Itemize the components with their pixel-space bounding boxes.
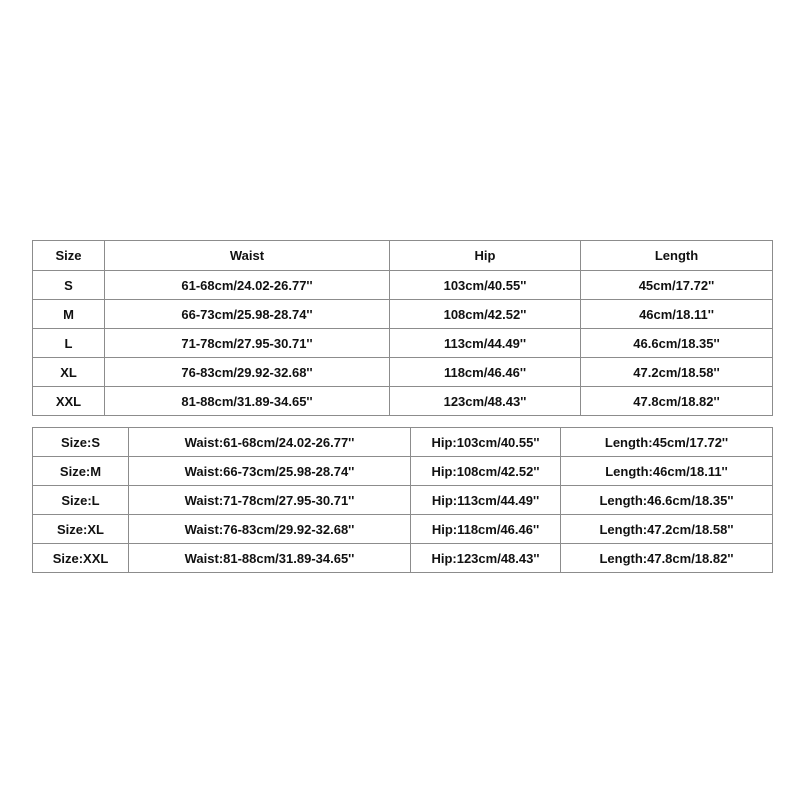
waist-cell: Waist:81-88cm/31.89-34.65'' — [129, 544, 411, 573]
size-cell: Size:M — [33, 457, 129, 486]
hip-cell: Hip:113cm/44.49'' — [411, 486, 561, 515]
waist-cell: Waist:61-68cm/24.02-26.77'' — [129, 428, 411, 457]
table-row — [33, 271, 773, 300]
size-cell: M — [33, 300, 105, 329]
size-cell: Size:XXL — [33, 544, 129, 573]
hip-cell: 113cm/44.49'' — [390, 329, 581, 358]
length-cell: Length:46cm/18.11'' — [561, 457, 773, 486]
waist-cell: Waist:76-83cm/29.92-32.68'' — [129, 515, 411, 544]
length-cell: Length:47.8cm/18.82'' — [561, 544, 773, 573]
size-cell: L — [33, 329, 105, 358]
size-cell: Size:L — [33, 486, 129, 515]
table-row — [33, 329, 773, 358]
table-row — [33, 544, 773, 573]
length-cell: Length:47.2cm/18.58'' — [561, 515, 773, 544]
waist-cell: 81-88cm/31.89-34.65'' — [105, 387, 390, 416]
size-cell: Size:S — [33, 428, 129, 457]
table-row — [33, 428, 773, 457]
length-cell: 46.6cm/18.35'' — [581, 329, 773, 358]
waist-cell: 61-68cm/24.02-26.77'' — [105, 271, 390, 300]
waist-cell: 66-73cm/25.98-28.74'' — [105, 300, 390, 329]
hip-cell: 118cm/46.46'' — [390, 358, 581, 387]
size-chart-table — [32, 240, 773, 416]
length-cell: 45cm/17.72'' — [581, 271, 773, 300]
header-hip: Hip — [390, 241, 581, 271]
size-chart-labeled-table — [32, 427, 773, 573]
table-row — [33, 486, 773, 515]
size-cell: XXL — [33, 387, 105, 416]
hip-cell: Hip:103cm/40.55'' — [411, 428, 561, 457]
length-cell: 47.2cm/18.58'' — [581, 358, 773, 387]
header-waist: Waist — [105, 241, 390, 271]
table-row — [33, 358, 773, 387]
waist-cell: Waist:71-78cm/27.95-30.71'' — [129, 486, 411, 515]
hip-cell: Hip:123cm/48.43'' — [411, 544, 561, 573]
size-cell: Size:XL — [33, 515, 129, 544]
waist-cell: 76-83cm/29.92-32.68'' — [105, 358, 390, 387]
table-header-row — [33, 241, 773, 271]
table-row — [33, 457, 773, 486]
table-row — [33, 300, 773, 329]
hip-cell: Hip:118cm/46.46'' — [411, 515, 561, 544]
waist-cell: 71-78cm/27.95-30.71'' — [105, 329, 390, 358]
table-row — [33, 515, 773, 544]
hip-cell: 123cm/48.43'' — [390, 387, 581, 416]
size-cell: S — [33, 271, 105, 300]
table-row — [33, 387, 773, 416]
length-cell: 47.8cm/18.82'' — [581, 387, 773, 416]
length-cell: Length:45cm/17.72'' — [561, 428, 773, 457]
length-cell: 46cm/18.11'' — [581, 300, 773, 329]
header-size: Size — [33, 241, 105, 271]
header-length: Length — [581, 241, 773, 271]
hip-cell: 103cm/40.55'' — [390, 271, 581, 300]
hip-cell: Hip:108cm/42.52'' — [411, 457, 561, 486]
hip-cell: 108cm/42.52'' — [390, 300, 581, 329]
size-cell: XL — [33, 358, 105, 387]
length-cell: Length:46.6cm/18.35'' — [561, 486, 773, 515]
waist-cell: Waist:66-73cm/25.98-28.74'' — [129, 457, 411, 486]
